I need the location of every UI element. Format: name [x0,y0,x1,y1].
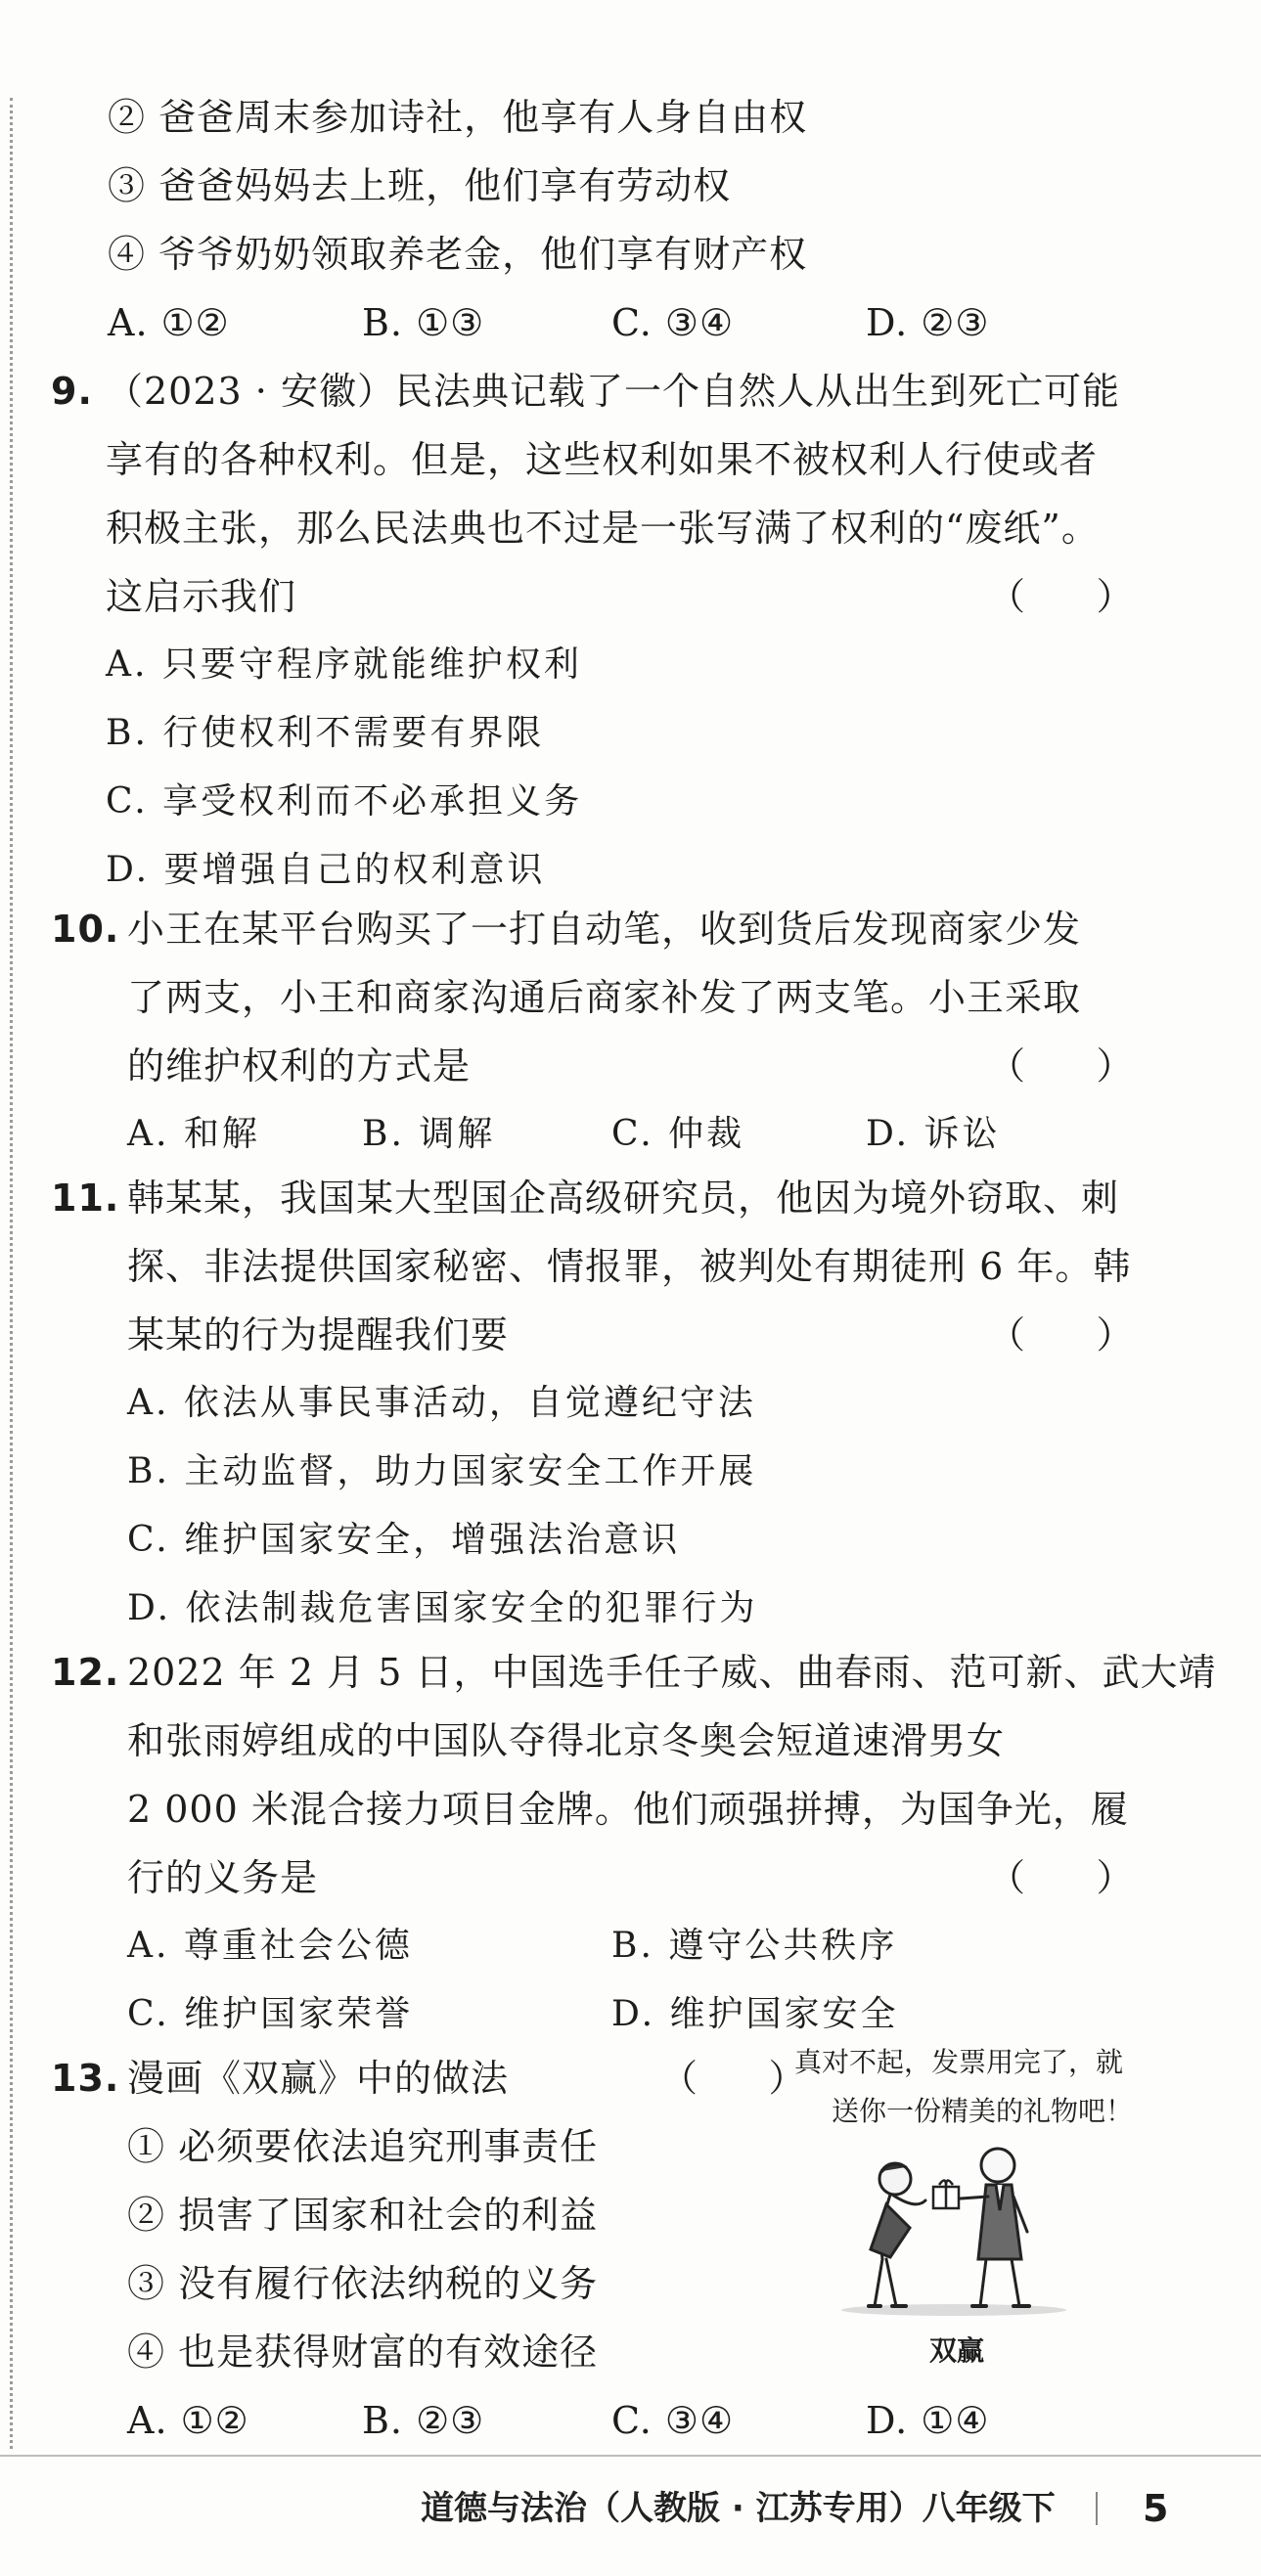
cartoon-illustration [832,2142,1076,2318]
q11-answer-blank[interactable]: （ ） [988,1313,1134,1356]
footer-book-title: 道德与法治（人教版 · 江苏专用）八年级下 [421,2489,1056,2528]
q9-stem-line: 享有的各种权利。但是，这些权利如果不被权利人行使或者 [106,438,1099,481]
binding-dotted-line [10,98,13,2449]
q9-option-c: C. 享受权利而不必承担义务 [106,781,583,822]
q10-stem-line: 的维护权利的方式是 [127,1044,472,1088]
q11-stem-line: 韩某某，我国某大型国企高级研究员，他因为境外窃取、刺 [127,1177,1120,1220]
q12-stem-line: 和张雨婷组成的中国队夺得北京冬奥会短道速滑男女 [127,1719,1006,1762]
q9-number: 9. [51,370,93,413]
q13-item-2: ② 损害了国家和社会的利益 [127,2194,599,2237]
page-number: 5 [1143,2487,1169,2530]
cartoon-speech-line-1: 真对不起，发票用完了，就 [794,2046,1124,2078]
q12-stem-line: 行的义务是 [127,1856,319,1899]
cartoon-caption: 双赢 [929,2334,985,2367]
q12-option-d: D. 维护国家安全 [611,1994,899,2034]
q13-option-c: C. ③④ [611,2399,735,2442]
footer-separator [1096,2492,1098,2525]
q9-stem-line: 积极主张，那么民法典也不过是一张写满了权利的“废纸”。 [106,507,1100,550]
q10-option-d: D. 诉讼 [866,1114,1001,1154]
q12-stem-line: 2 000 米混合接力项目金牌。他们顽强拼搏，为国争光，履 [127,1788,1129,1831]
q9-answer-blank[interactable]: （ ） [988,575,1134,618]
q8-option-b: B. ①③ [362,301,485,344]
q10-option-c: C. 仲裁 [611,1114,745,1154]
q10-stem-line: 小王在某平台购买了一打自动笔，收到货后发现商家少发 [127,908,1082,951]
q11-option-b: B. 主动监督，助力国家安全工作开展 [127,1451,757,1491]
q11-number: 11. [51,1177,120,1220]
q8-item-4: ④ 爷爷奶奶领取养老金，他们享有财产权 [108,233,808,276]
q11-option-d: D. 依法制裁危害国家安全的犯罪行为 [127,1588,758,1628]
q9-stem-line: （2023 · 安徽）民法典记载了一个自然人从出生到死亡可能 [106,370,1120,413]
q10-option-b: B. 调解 [362,1114,496,1154]
q12-stem-line: 2022 年 2 月 5 日，中国选手任子威、曲春雨、范可新、武大靖 [127,1651,1217,1694]
q12-option-b: B. 遵守公共秩序 [611,1926,898,1966]
q13-item-1: ① 必须要依法追究刑事责任 [127,2125,599,2168]
q11-stem-line: 某某的行为提醒我们要 [127,1313,510,1356]
q13-answer-blank[interactable]: （ ） [660,2057,806,2100]
q11-option-c: C. 维护国家安全，增强法治意识 [127,1520,681,1560]
q13-stem: 漫画《双赢》中的做法 [127,2057,510,2100]
q9-option-a: A. 只要守程序就能维护权利 [106,644,582,685]
q8-item-3: ③ 爸爸妈妈去上班，他们享有劳动权 [108,164,732,207]
q12-number: 12. [51,1651,120,1694]
q13-item-4: ④ 也是获得财富的有效途径 [127,2331,599,2374]
q9-stem-line: 这启示我们 [106,575,297,618]
q10-number: 10. [51,908,120,951]
q13-option-d: D. ①④ [866,2399,990,2442]
q8-option-c: C. ③④ [611,301,735,344]
q11-stem-line: 探、非法提供国家秘密、情报罪，被判处有期徒刑 6 年。韩 [127,1245,1132,1288]
q10-stem-line: 了两支，小王和商家沟通后商家补发了两支笔。小王采取 [127,976,1082,1019]
q9-option-d: D. 要增强自己的权利意识 [106,850,546,890]
q8-option-d: D. ②③ [866,301,990,344]
q10-answer-blank[interactable]: （ ） [988,1044,1134,1088]
q12-option-a: A. 尊重社会公德 [127,1926,413,1966]
q13-item-3: ③ 没有履行依法纳税的义务 [127,2262,599,2305]
q13-option-b: B. ②③ [362,2399,485,2442]
q8-option-a: A. ①② [108,301,230,344]
cartoon-speech-line-2: 送你一份精美的礼物吧！ [832,2095,1134,2127]
q12-answer-blank[interactable]: （ ） [988,1856,1134,1899]
q11-option-a: A. 依法从事民事活动，自觉遵纪守法 [127,1383,756,1423]
q12-option-c: C. 维护国家荣誉 [127,1994,414,2034]
q9-option-b: B. 行使权利不需要有界限 [106,713,545,753]
q10-option-a: A. 和解 [127,1114,260,1154]
q13-option-a: A. ①② [127,2399,249,2442]
q13-number: 13. [51,2057,120,2100]
footer-divider [0,2455,1261,2457]
q8-item-2: ② 爸爸周末参加诗社，他享有人身自由权 [108,96,808,139]
